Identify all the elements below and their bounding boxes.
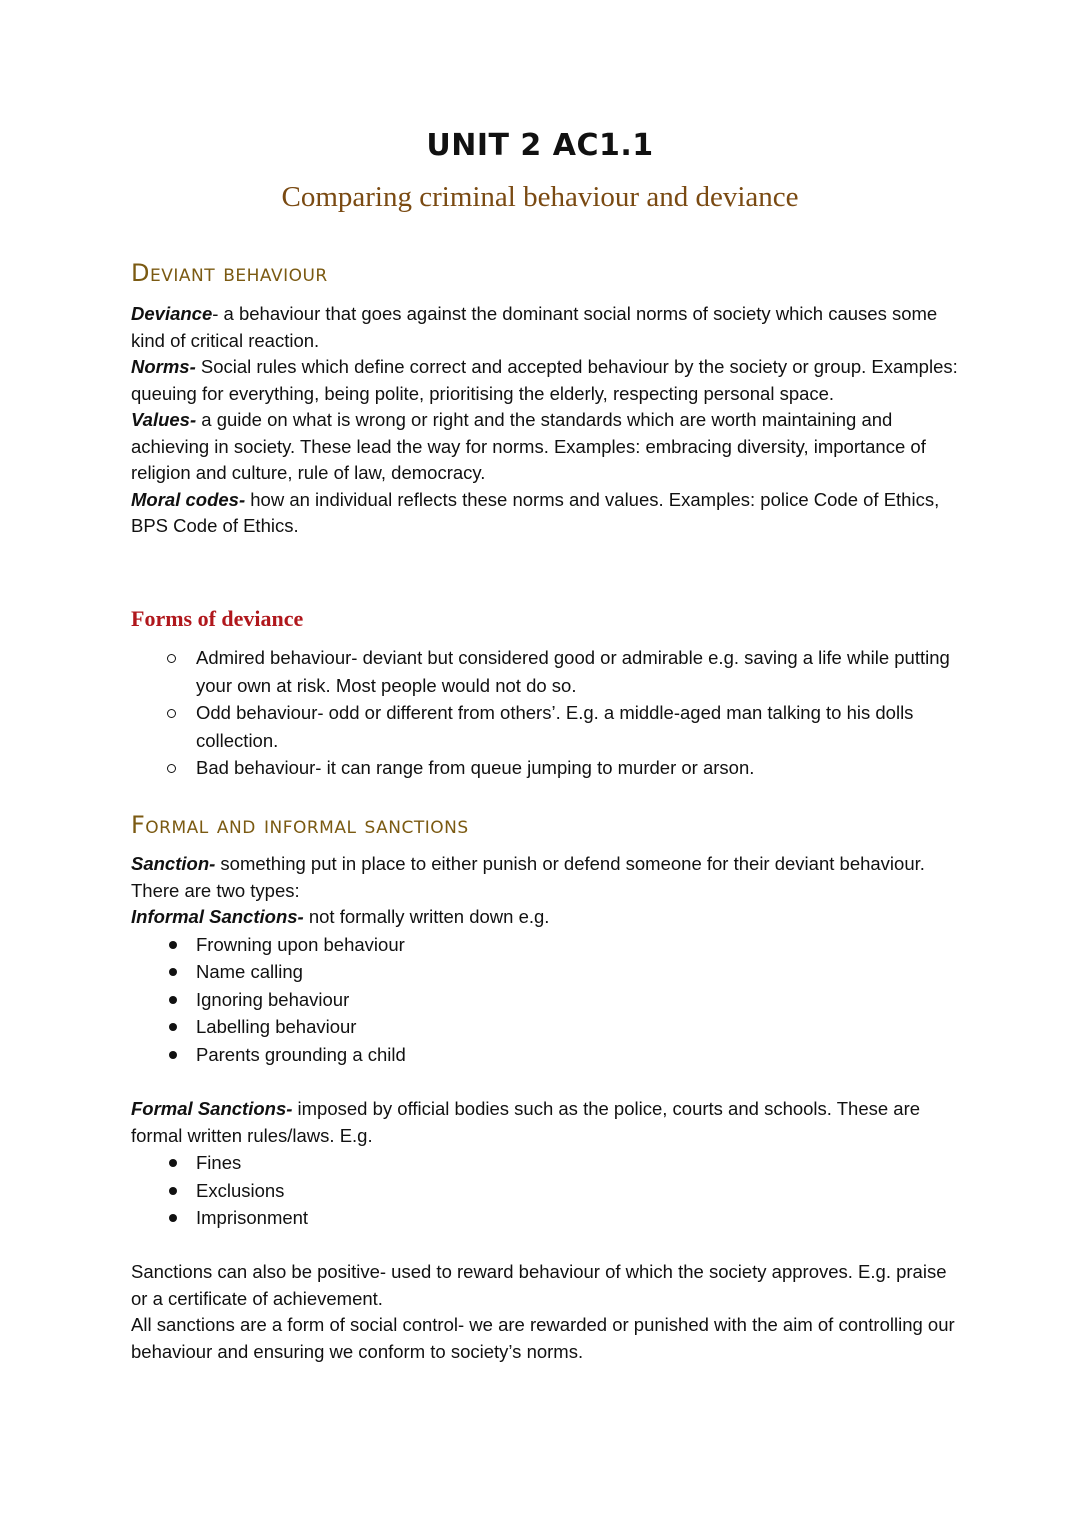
list-item: Parents grounding a child (131, 1041, 961, 1069)
informal-sanctions-list (131, 931, 961, 1069)
sanctions-block (131, 851, 961, 1068)
formal-sanctions-definition (131, 1096, 961, 1149)
bullet-icon (169, 1023, 177, 1031)
definition-text: a guide on what is wrong or right and the standards which are worth maintaining and achieving in society. These lead the way for norms. Examples: embracing diversity, importance of religion and culture, rule of law, democracy. (131, 409, 926, 483)
list-item: Exclusions (131, 1177, 961, 1205)
list-item: Frowning upon behaviour (131, 931, 961, 959)
list-item: Imprisonment (131, 1204, 961, 1232)
definition-moral-codes (131, 487, 961, 540)
closing-block (131, 1259, 961, 1365)
page-subtitle: Comparing criminal behaviour and deviance (281, 181, 799, 213)
heading-forms-of-deviance: Forms of deviance (131, 606, 304, 631)
heading-deviant-behaviour: Deviant behaviour (131, 259, 328, 287)
bullet-icon (169, 1159, 177, 1167)
list-item: Admired behaviour- deviant but considered good or admirable e.g. saving a life while putting your own at risk. Most people would not do so. (131, 644, 961, 699)
definition-text: not formally written down e.g. (303, 906, 550, 927)
circle-bullet-icon (167, 709, 176, 718)
definition-text: imposed by official bodies such as the police, courts and schools. These are formal written rules/laws. E.g. (131, 1098, 921, 1146)
formal-sanctions-list (131, 1149, 961, 1232)
closing-paragraph: All sanctions are a form of social control- we are rewarded or punished with the aim of controlling our behaviour and ensuring we conform to society’s norms. (131, 1314, 955, 1362)
bullet-icon (169, 1187, 177, 1195)
page-title: UNIT 2 AC1.1 (426, 128, 654, 163)
circle-bullet-icon (167, 764, 176, 773)
definition-term: Deviance (131, 303, 213, 324)
bullet-icon (169, 1051, 177, 1059)
definition-term: Norms- (131, 356, 196, 377)
list-item: Bad behaviour- it can range from queue jumping to murder or arson. (131, 754, 961, 782)
definition-term: Values- (131, 409, 197, 430)
definition-text: Social rules which define correct and accepted behaviour by the society or group. Examples: queuing for everything, being polite, prioritising the elderly, respecting personal space. (131, 356, 958, 404)
definition-norms (131, 354, 961, 407)
definition-term: Informal Sanctions- (131, 906, 304, 927)
definition-text: how an individual reflects these norms and values. Examples: police Code of Ethics, BPS Code of Ethics. (131, 488, 940, 536)
sanction-definition (131, 851, 961, 904)
list-item: Labelling behaviour (131, 1013, 961, 1041)
bullet-icon (169, 968, 177, 976)
closing-paragraph: Sanctions can also be positive- used to reward behaviour of which the society approves. E.g. praise or a certificate of achievement. (131, 1261, 947, 1309)
definition-text: something put in place to either punish or defend someone for their deviant behaviour. There are two types: (131, 853, 925, 901)
definitions-block (131, 301, 961, 540)
definition-term: Sanction- (131, 853, 216, 874)
bullet-icon (169, 996, 177, 1004)
definition-values (131, 407, 961, 487)
definition-text: - a behaviour that goes against the dominant social norms of society which causes some kind of critical reaction. (131, 303, 938, 351)
heading-sanctions: Formal and informal sanctions (131, 811, 469, 839)
circle-bullet-icon (167, 654, 176, 663)
list-item: Ignoring behaviour (131, 986, 961, 1014)
forms-list (131, 644, 961, 782)
list-item: Name calling (131, 958, 961, 986)
informal-sanctions-definition (131, 904, 961, 931)
definition-term: Formal Sanctions- (131, 1098, 293, 1119)
bullet-icon (169, 1214, 177, 1222)
forms-list-block (131, 644, 961, 782)
definition-deviance (131, 301, 961, 354)
definition-term: Moral codes- (131, 488, 246, 510)
formal-sanctions-block (131, 1096, 961, 1232)
list-item: Odd behaviour- odd or different from others’. E.g. a middle-aged man talking to his dolls collection. (131, 699, 961, 754)
list-item: Fines (131, 1149, 961, 1177)
bullet-icon (169, 941, 177, 949)
